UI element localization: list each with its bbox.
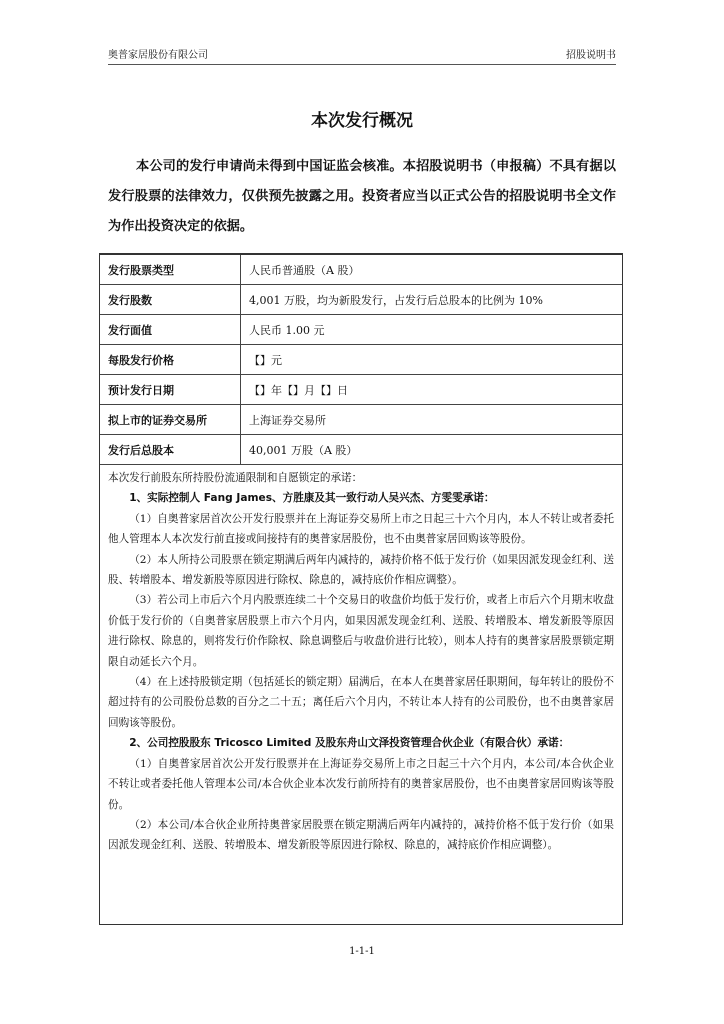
row-value: 【】年【】月【】日 xyxy=(241,375,623,405)
header-doc-type: 招股说明书 xyxy=(566,50,616,61)
commitment-item: （2）本人所持公司股票在锁定期满后两年内减持的，减持价格不低于发行价（如果因派发现金红利、送股、转增股本、增发新股等原因进行除权、除息的，减持底价作相应调整）。 xyxy=(108,553,614,587)
row-value: 40,001 万股（A 股） xyxy=(241,435,623,465)
offering-table xyxy=(100,255,622,465)
row-label: 发行股数 xyxy=(100,285,241,315)
row-value: 上海证券交易所 xyxy=(241,405,623,435)
commitment-item: （2）本公司/本合伙企业所持奥普家居股票在锁定期满后两年内减持的，减持价格不低于发行价（如果因派发现金红利、送股、转增股本、增发新股等原因进行除权、除息的，减持底价作相应调整）。 xyxy=(108,818,614,852)
row-value: 4,001 万股，均为新股发行，占发行后总股本的比例为 10% xyxy=(241,285,623,315)
intro-paragraph: 本公司的发行申请尚未得到中国证监会核准。本招股说明书（申报稿）不具有据以发行股票的法律效力，仅供预先披露之用。投资者应当以正式公告的招股说明书全文作为作出投资决定的依据。 xyxy=(108,159,616,234)
row-value: 人民币普通股（A 股） xyxy=(241,255,623,285)
header-company: 奥普家居股份有限公司 xyxy=(108,50,208,61)
row-label: 预计发行日期 xyxy=(100,375,241,405)
page-title: 本次发行概况 xyxy=(311,111,413,131)
table-row xyxy=(100,435,622,465)
commitments-intro: 本次发行前股东所持股份流通限制和自愿锁定的承诺： xyxy=(108,472,363,484)
page-number: 1-1-1 xyxy=(349,946,375,957)
table-row xyxy=(100,255,622,285)
row-value: 人民币 1.00 元 xyxy=(241,315,623,345)
table-row xyxy=(100,345,622,375)
section-heading: 1、实际控制人 Fang James、方胜康及其一致行动人吴兴杰、方雯雯承诺： xyxy=(129,492,495,505)
table-row xyxy=(100,375,622,405)
page-header xyxy=(108,46,616,65)
row-label: 发行面值 xyxy=(100,315,241,345)
commitment-item: （3）若公司上市后六个月内股票连续二十个交易日的收盘价均低于发行价，或者上市后六个月期末收盘价低于发行价的（自奥普家居股票上市六个月内，如果因派发现金红利、送股、转增股本、增发新股等原因进行除权、除息的，则将发行价作除权、除息调整后与收盘价进行比较），则本人持有的奥普家居股票锁定期限自动延长六个月。 xyxy=(108,594,614,668)
table-row xyxy=(100,285,622,315)
row-label: 发行股票类型 xyxy=(100,255,241,285)
commitment-item: （4）在上述持股锁定期（包括延长的锁定期）届满后，在本人在奥普家居任职期间，每年转让的股份不超过持有的公司股份总数的百分之二十五；离任后六个月内，不转让本人持有的公司股份，也不由奥普家居回购该等股份。 xyxy=(108,676,614,729)
commitment-item: （1）自奥普家居首次公开发行股票并在上海证券交易所上市之日起三十六个月内，本公司/本合伙企业不转让或者委托他人管理本公司/本合伙企业本次发行前所持有的奥普家居股份，也不由奥普家居回购该等股份。 xyxy=(108,757,614,811)
table-row xyxy=(100,405,622,435)
table-row xyxy=(100,315,622,345)
section-heading: 2、公司控股股东 Tricosco Limited 及股东舟山文泽投资管理合伙企业（有限合伙）承诺： xyxy=(129,737,570,750)
row-label: 发行后总股本 xyxy=(100,435,241,465)
lockup-commitments xyxy=(100,465,622,856)
row-label: 每股发行价格 xyxy=(100,345,241,375)
row-value: 【】元 xyxy=(241,345,623,375)
row-label: 拟上市的证券交易所 xyxy=(100,405,241,435)
offering-summary-box xyxy=(99,253,623,925)
commitment-item: （1）自奥普家居首次公开发行股票并在上海证券交易所上市之日起三十六个月内，本人不转让或者委托他人管理本人本次发行前直接或间接持有的奥普家居股份，也不由奥普家居回购该等股份。 xyxy=(108,512,614,546)
